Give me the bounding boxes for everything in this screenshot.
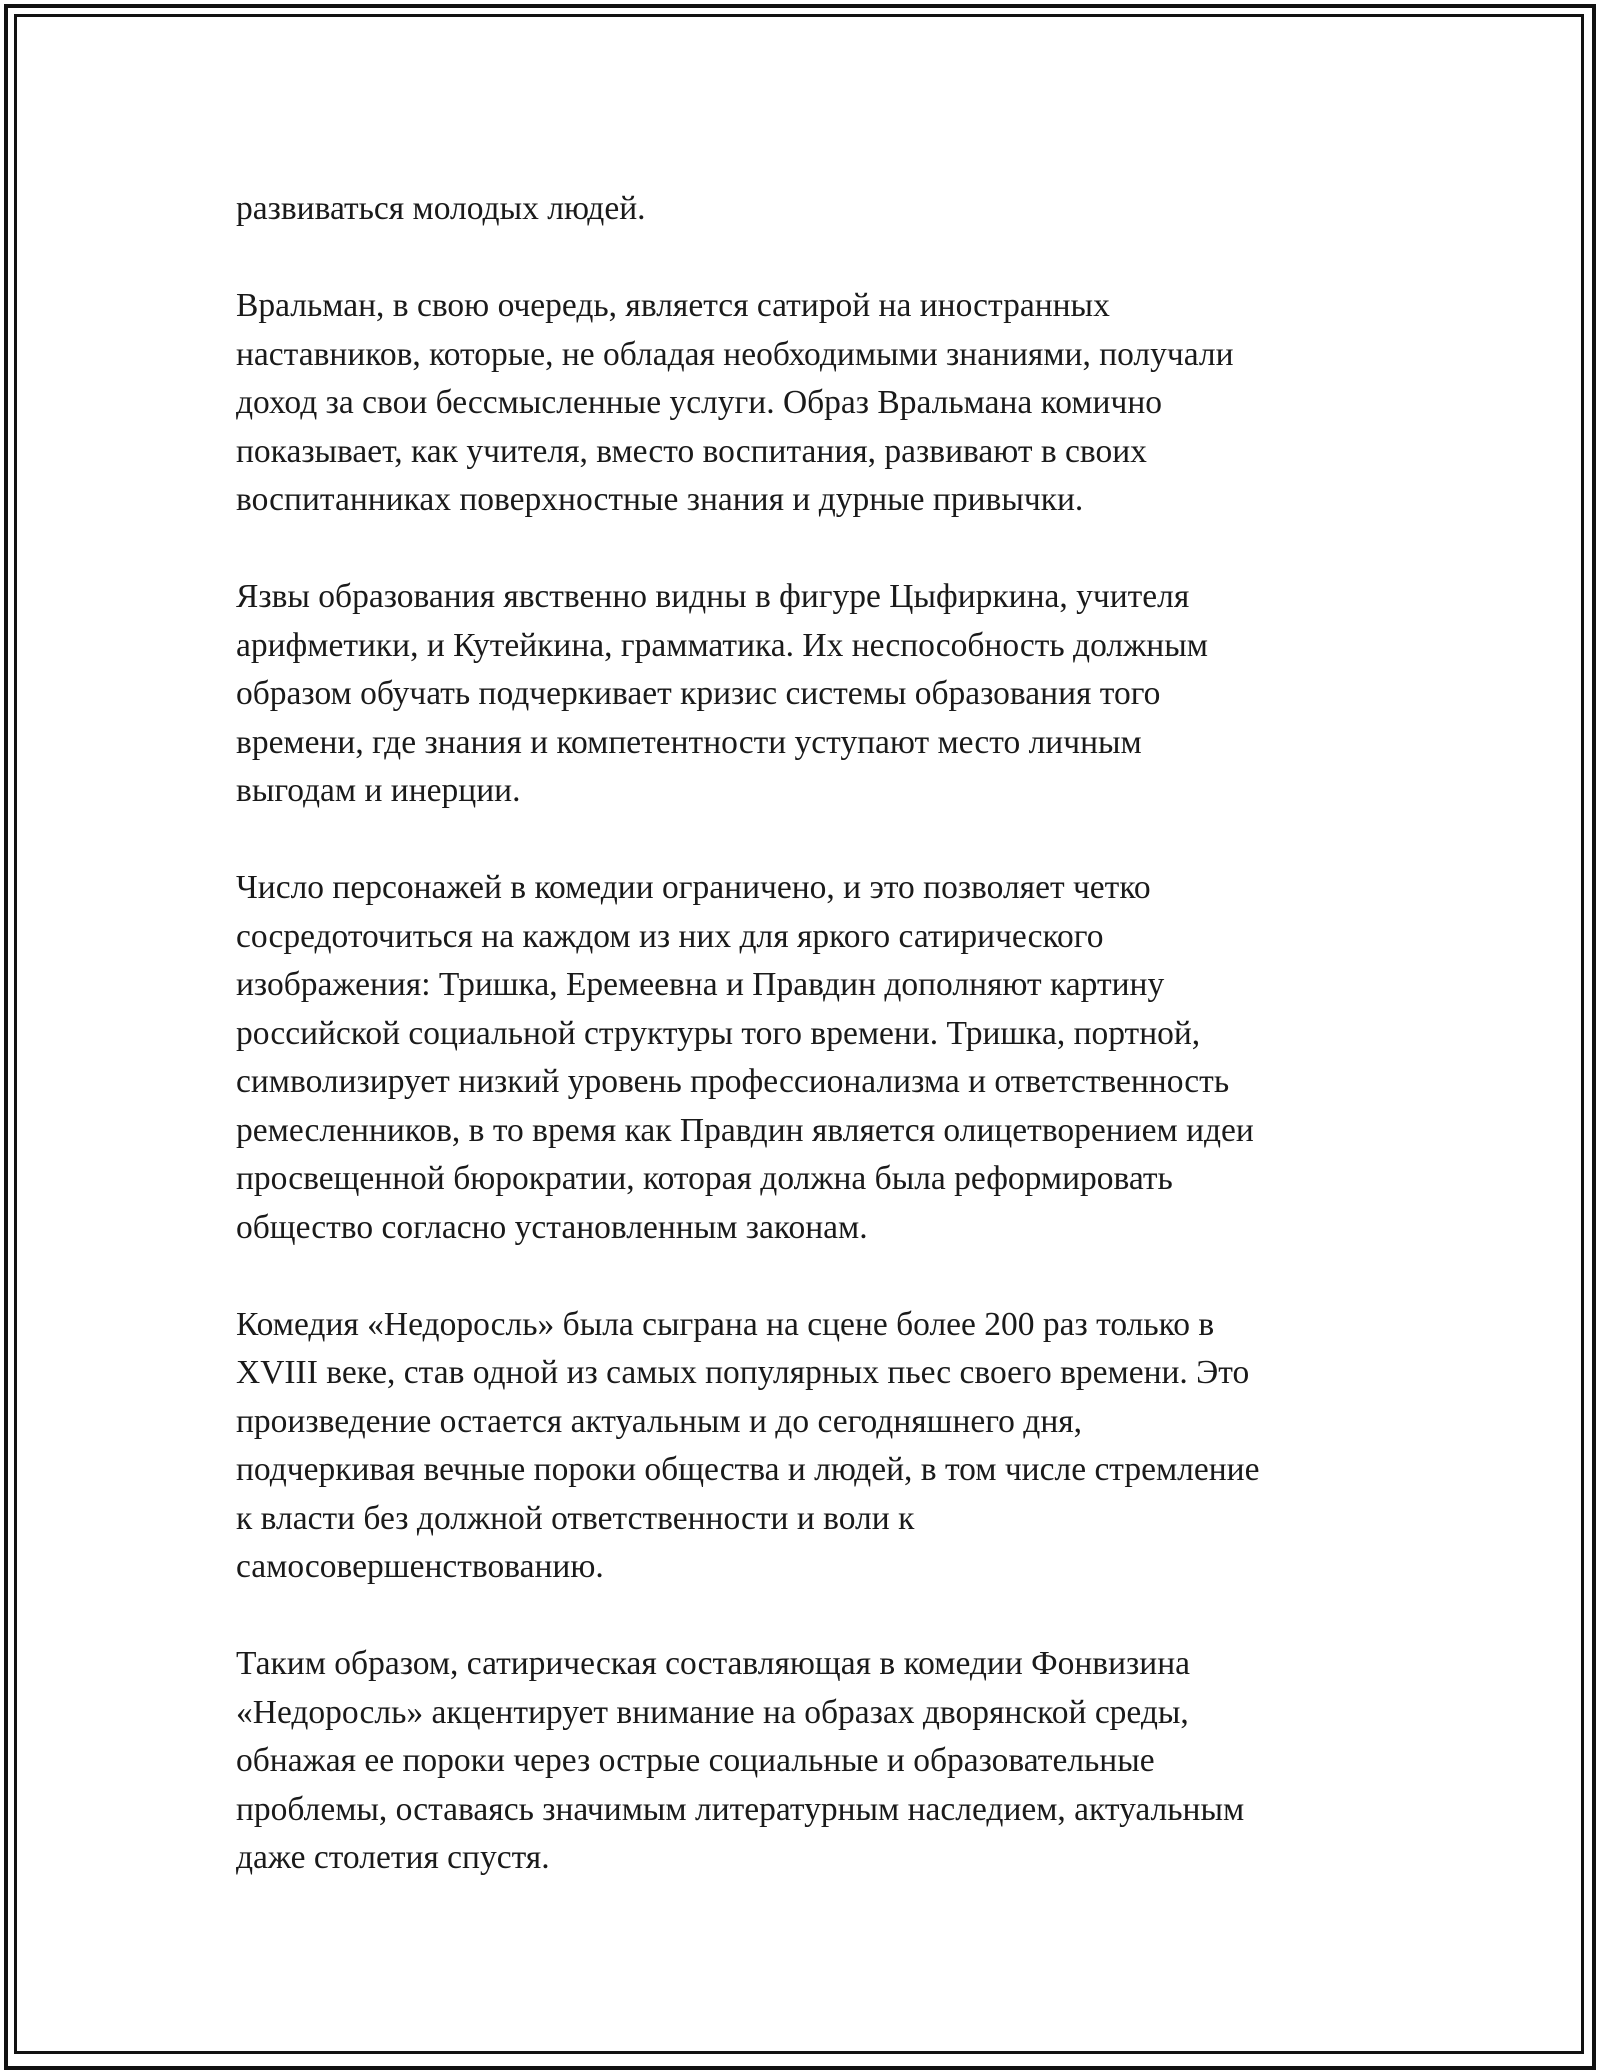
paragraph-2	[236, 282, 1366, 525]
text-line: сосредоточиться на каждом из них для яркого сатирического	[236, 917, 1104, 955]
text-line: ремесленников, в то время как Правдин является олицетворением идеи	[236, 1111, 1254, 1149]
paragraph-4	[236, 864, 1366, 1252]
text-line: к власти без должной ответственности и воли к	[236, 1499, 915, 1537]
text-line: проблемы, оставаясь значимым литературным наследием, актуальным	[236, 1790, 1245, 1828]
text-line: символизирует низкий уровень профессионализма и ответственность	[236, 1063, 1230, 1100]
text-line: выгодам и инерции.	[236, 772, 521, 809]
text-line: российской социальной структуры того времени. Тришка, портной,	[236, 1014, 1201, 1052]
text-line: времени, где знания и компетентности уступают место личным	[236, 723, 1142, 761]
paragraph-1	[236, 185, 1366, 234]
text-line: изображения: Тришка, Еремеевна и Правдин дополняют картину	[236, 966, 1165, 1003]
text-line: Комедия «Недоросль» была сыграна на сцене более 200 раз только в	[236, 1305, 1215, 1343]
text-line: доход за свои бессмысленные услуги. Образ Вральмана комично	[236, 384, 1163, 421]
text-line: даже столетия спустя.	[236, 1839, 550, 1876]
text-line: обнажая ее пороки через острые социальные и образовательные	[236, 1742, 1155, 1779]
text-line: произведение остается актуальным и до сегодняшнего дня,	[236, 1402, 1083, 1440]
text-line: Число персонажей в комедии ограничено, и это позволяет четко	[236, 869, 1151, 906]
paragraph-3	[236, 573, 1366, 816]
paragraph-6	[236, 1640, 1366, 1883]
text-line: Таким образом, сатирическая составляющая в комедии Фонвизина	[236, 1645, 1190, 1682]
text-line: просвещенной бюрократии, которая должна была реформировать	[236, 1160, 1173, 1197]
text-line: показывает, как учителя, вместо воспитания, развивают в своих	[236, 432, 1147, 470]
text-line: образом обучать подчеркивает кризис системы образования того	[236, 675, 1161, 712]
text-line: подчеркивая вечные пороки общества и людей, в том числе стремление	[236, 1451, 1260, 1488]
text-line: Язвы образования явственно видны в фигуре Цыфиркина, учителя	[236, 578, 1190, 615]
text-line: Вральман, в свою очередь, является сатирой на иностранных	[236, 287, 1110, 324]
text-line: арифметики, и Кутейкина, грамматика. Их неспособность должным	[236, 626, 1208, 664]
text-line: воспитанниках поверхностные знания и дурные привычки.	[236, 481, 1084, 518]
text-line: общество согласно установленным законам.	[236, 1208, 868, 1246]
paragraph-5	[236, 1301, 1366, 1592]
text-line: «Недоросль» акцентирует внимание на образах дворянской среды,	[236, 1693, 1189, 1731]
text-line: XVIII веке, став одной из самых популярных пьес своего времени. Это	[236, 1354, 1250, 1391]
text-line: наставников, которые, не обладая необходимыми знаниями, получали	[236, 335, 1234, 373]
document-body	[236, 185, 1366, 1931]
text-line: развиваться молодых людей.	[236, 190, 646, 227]
text-line: самосовершенствованию.	[236, 1548, 604, 1585]
